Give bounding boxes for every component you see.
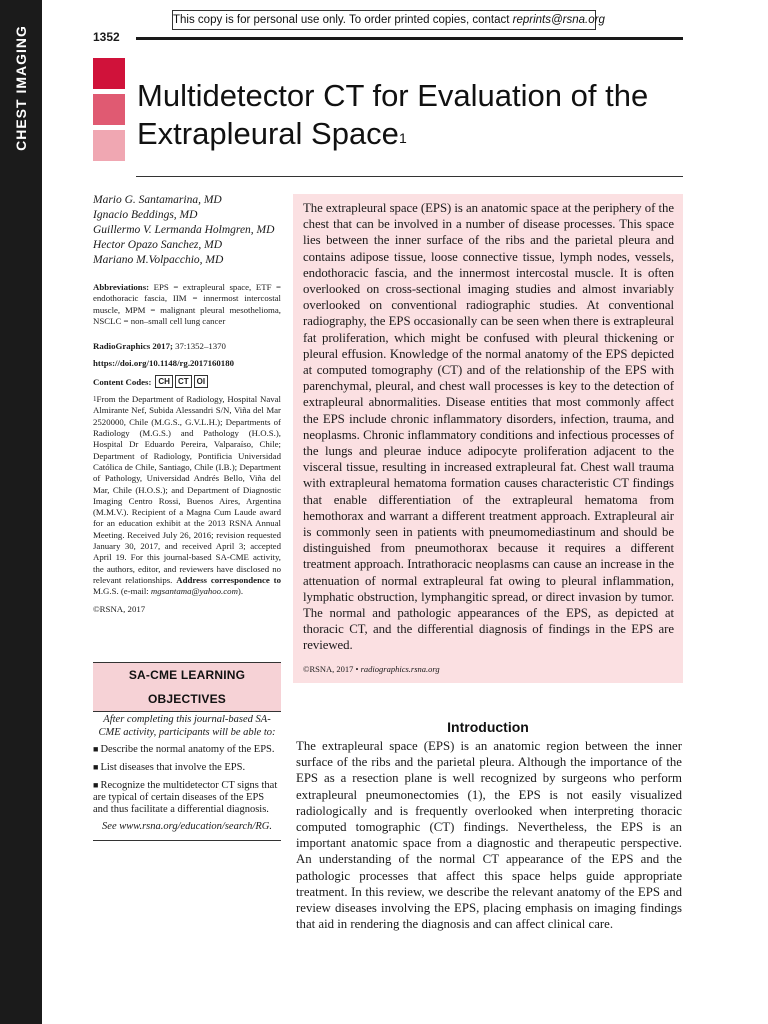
accent-square-dark — [93, 58, 125, 89]
content-codes — [93, 375, 281, 388]
cme-rule — [93, 840, 281, 841]
abbreviations-label: Abbreviations: — [93, 282, 150, 292]
introduction-text: The extrapleural space (EPS) is an anatomic region between the inner surface of the ribs and the parietal pleura. Although the importance of the EPS as a resection plane is well recognized by surgeons who perform extrapleural pneumonectomies (1), the EPS is not easily visualized radiologically and is frequently overlooked when interpreting thoracic computed tomographic (CT) findings. Nevertheless, the EPS is an important anatomic space from a diagnostic and therapeutic perspective. An understanding of the normal CT appearance of the EPS and the pathologic processes that affect this space helps guide appropriate treatment. In this review, we describe the relevant anatomy of the EPS and review diseases involving the EPS, placing emphasis on imaging findings that aid in rendering the diagnosis and can affect clinical care. — [296, 739, 682, 932]
citation-volume: 37:1352–1370 — [172, 341, 226, 352]
title-rule — [136, 176, 683, 177]
cme-objectives — [93, 743, 281, 816]
cme-box — [93, 662, 281, 841]
bullet-icon: ■ — [93, 762, 99, 772]
affiliation-footnote-mark: 1 — [93, 395, 97, 404]
author: Ignacio Beddings, MD — [93, 209, 198, 221]
doi-link[interactable]: https://doi.org/10.1148/rg.2017160180 — [93, 358, 234, 369]
affiliation — [93, 394, 281, 597]
author: Hector Opazo Sanchez, MD — [93, 239, 223, 251]
page-number: 1352 — [93, 30, 120, 44]
bullet-icon: ■ — [93, 744, 99, 754]
title-text: Multidetector CT for Evaluation of the Extrapleural Space — [137, 78, 649, 151]
content-code: CT — [175, 375, 192, 388]
abbreviations-text: EPS = extrapleural space, ETF = endothoracic fascia, IIM = innermost intercostal muscle, MPM = malignant pleural mesothelioma, NSCLC = non–small cell lung cancer — [93, 282, 281, 326]
cme-objective: ■ List diseases that involve the EPS. — [93, 762, 246, 773]
affiliation-text: From the Department of Radiology, Hospital Naval Almirante Nef, Subida Alessandri S/N, Viña del Mar 2520000, Chile (M.G.S., G.V.L.H.); Departments of Radiology (M.G.S.) and Pathology (H.O.S.), Hospital Dr Eduardo Pereira, Valparaíso, Chile; Department of Radiology, Pontificia Universidad Católica de Chile, Santiago, Chile (I.B.); Department of Pathology, Universidad Andrés Bello, Viña del Mar, Chile (H.O.S.); and Department of Diagnostic Imaging Centro Rossi, Buenos Aires, Argentina (M.M.V.). Recipient of a Magna Cum Laude award for an education exhibit at the 2013 RSNA Annual Meeting. Received July 26, 2016; revision requested January 30, 2017, and received April 3; accepted April 19. For this journal-based SA-CME activity, the authors, editor, and reviewers have disclosed no relevant relationships. — [93, 394, 281, 585]
accent-square-mid — [93, 94, 125, 125]
cme-objective: ■ Describe the normal anatomy of the EPS. — [93, 744, 275, 755]
citation — [93, 341, 281, 369]
title-footnote-mark: 1 — [398, 130, 407, 146]
citation-journal: RadioGraphics 2017; — [93, 341, 173, 352]
side-strip — [0, 0, 42, 1024]
journal-site-link[interactable]: radiographics.rsna.org — [360, 663, 440, 674]
content-codes-label: Content Codes: — [93, 376, 152, 387]
abstract-footer — [303, 664, 674, 674]
reprint-notice — [172, 10, 605, 30]
bullet-icon: ■ — [93, 780, 99, 790]
cme-intro: After completing this journal-based SA-CME activity, participants will be able to: — [98, 714, 276, 738]
address-close: ). — [237, 586, 244, 597]
author: Mariano M.Volpacchio, MD — [93, 254, 224, 266]
author-list — [93, 193, 281, 268]
cme-see-link[interactable]: See www.rsna.org/education/search/RG. — [102, 821, 272, 832]
introduction-heading: Introduction — [447, 719, 529, 735]
abstract-copyright: ©RSNA, 2017 • — [303, 663, 361, 674]
content-code: CH — [155, 375, 173, 388]
address-text: M.G.S. (e-mail: — [93, 586, 151, 597]
author: Mario G. Santamarina, MD — [93, 194, 222, 206]
address-label: Address correspondence to — [176, 574, 282, 585]
author: Guillermo V. Lermanda Holmgren, MD — [93, 224, 275, 236]
top-rule — [136, 37, 683, 40]
notice-text: This copy is for personal use only. To order printed copies, contact — [173, 14, 513, 26]
left-column — [93, 193, 281, 614]
abstract-box — [293, 194, 683, 683]
cme-objective: ■ Recognize the multidetector CT signs that are typical of certain diseases of the EPS and thus facilitate a differential diagnosis. — [93, 780, 278, 815]
notice-email-link[interactable]: reprints@rsna.org — [512, 14, 605, 26]
cme-heading: SA-CME LEARNING OBJECTIVES — [93, 662, 281, 712]
content-code: OI — [194, 375, 208, 388]
abstract-text: The extrapleural space (EPS) is an anatomic space at the periphery of the chest that can be involved in a number of disease processes. This space lies between the inner surface of the ribs and the parietal pleura and contains adipose tissue, loose connective tissue, lymph nodes, vessels, endothoracic fascia, and the innermost intercostal muscle. It is often overlooked on cross-sectional imaging studies and almost invariably overlooked on conventional radiographic studies. At conventional radiography, the EPS occasionally can be seen when there is extrapleural fat proliferation, which might be confused with pleural thickening or pleural effusion. Knowledge of the normal anatomy of the EPS depicted at computed tomography (CT) and of the relationship of the EPS with parenchymal, pleural, and chest wall processes is key to the detection of extrapleural abnormalities. Disease entities that most commonly affect the EPS include chronic inflammatory disorders, infection, trauma, and neoplasms. Chronic inflammatory conditions and infectious processes of the lungs and pleurae induce adipocyte proliferation adjacent to the visceral tissue, resulting in increased extrapleural fat. Chest wall trauma with extrapleural hematoma formation causes characteristic CT findings that enable differentiation of the extrapleural hematoma from hemothorax and warrant a different treatment approach. Extrapleural air is commonly seen in patients with pneumomediastinum and should be distinguished from pneumothorax because it requires a different treatment approach. Intrathoracic neoplasms can cause an increase in the attenuation of normal extrapleural fat owing to pleural inflammation, lymphatic obstruction, lymphangitic spread, or direct invasion by tumor. The normal and pathologic appearances of the EPS, as depicted at thoracic CT, and the differential diagnosis of findings in the EPS are reviewed. — [303, 201, 674, 653]
correspondence-email[interactable]: mgsantama@yahoo.com — [150, 586, 238, 597]
section-label: CHEST IMAGING — [13, 25, 29, 151]
accent-square-light — [93, 130, 125, 161]
abbreviations — [93, 282, 281, 327]
copyright-left: ©RSNA, 2017 — [93, 603, 146, 614]
article-title — [137, 77, 687, 153]
